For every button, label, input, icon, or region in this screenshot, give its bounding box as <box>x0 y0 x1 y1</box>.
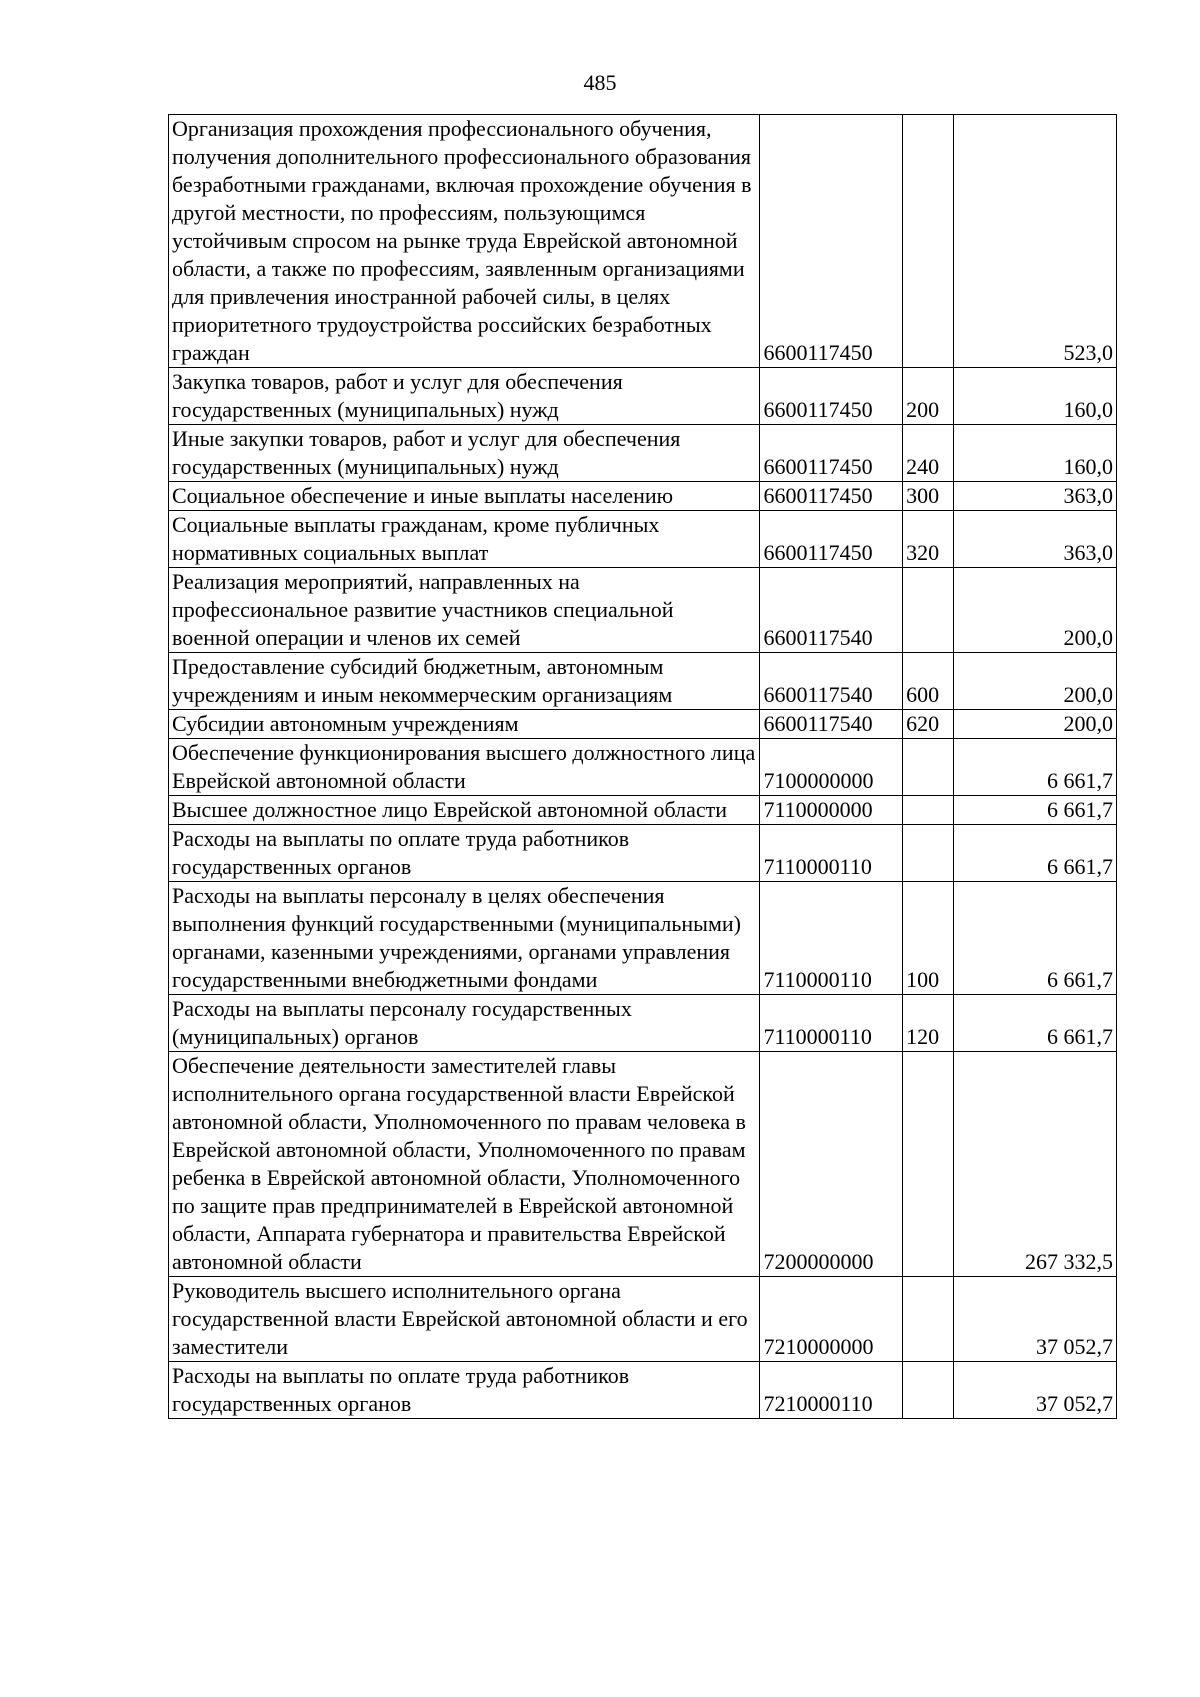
target-code-cell: 7210000000 <box>760 1277 903 1362</box>
expense-type-cell: 300 <box>903 482 954 511</box>
amount-cell: 6 661,7 <box>954 825 1117 882</box>
table-row <box>169 825 1117 882</box>
expense-name-cell: Организация прохождения профессионального обучения, получения дополнительного профессионального образования безработными гражданами, включая прохождение обучения в другой местности, по профессиям, пользующимся устойчивым спросом на рынке труда Еврейской автономной области, а также по профессиям, заявленным организациями для привлечения иностранной рабочей силы, в целях приоритетного трудоустройства российских безработных граждан <box>169 115 760 368</box>
table-row <box>169 796 1117 825</box>
target-code-cell: 7100000000 <box>760 739 903 796</box>
expense-name-cell: Реализация мероприятий, направленных на профессиональное развитие участников специальной военной операции и членов их семей <box>169 568 760 653</box>
table-row <box>169 482 1117 511</box>
target-code-cell: 6600117450 <box>760 425 903 482</box>
expense-name-cell: Обеспечение деятельности заместителей главы исполнительного органа государственной власти Еврейской автономной области, Уполномоченного по правам человека в Еврейской автономной области, Уполномоченного по правам ребенка в Еврейской автономной области, Уполномоченного по защите прав предпринимателей в Еврейской автономной области, Аппарата губернатора и правительства Еврейской автономной области <box>169 1052 760 1277</box>
target-code-cell: 7200000000 <box>760 1052 903 1277</box>
amount-cell: 200,0 <box>954 568 1117 653</box>
amount-cell: 160,0 <box>954 368 1117 425</box>
budget-table-body <box>169 115 1117 1419</box>
expense-name-cell: Социальные выплаты гражданам, кроме публичных нормативных социальных выплат <box>169 511 760 568</box>
amount-cell: 160,0 <box>954 425 1117 482</box>
expense-name-cell: Обеспечение функционирования высшего должностного лица Еврейской автономной области <box>169 739 760 796</box>
table-row <box>169 1052 1117 1277</box>
amount-cell: 200,0 <box>954 710 1117 739</box>
table-row <box>169 425 1117 482</box>
expense-name-cell: Высшее должностное лицо Еврейской автономной области <box>169 796 760 825</box>
target-code-cell: 7110000000 <box>760 796 903 825</box>
table-row <box>169 882 1117 995</box>
amount-cell: 37 052,7 <box>954 1277 1117 1362</box>
expense-name-cell: Социальное обеспечение и иные выплаты населению <box>169 482 760 511</box>
table-row <box>169 568 1117 653</box>
expense-type-cell <box>903 1362 954 1419</box>
budget-table <box>168 114 1117 1419</box>
target-code-cell: 7110000110 <box>760 825 903 882</box>
amount-cell: 523,0 <box>954 115 1117 368</box>
expense-name-cell: Предоставление субсидий бюджетным, автономным учреждениям и иным некоммерческим организациям <box>169 653 760 710</box>
expense-type-cell <box>903 739 954 796</box>
table-row <box>169 368 1117 425</box>
table-row <box>169 995 1117 1052</box>
expense-type-cell: 120 <box>903 995 954 1052</box>
expense-type-cell <box>903 1277 954 1362</box>
amount-cell: 267 332,5 <box>954 1052 1117 1277</box>
expense-type-cell <box>903 825 954 882</box>
expense-name-cell: Руководитель высшего исполнительного органа государственной власти Еврейской автономной области и его заместители <box>169 1277 760 1362</box>
amount-cell: 6 661,7 <box>954 995 1117 1052</box>
target-code-cell: 6600117450 <box>760 368 903 425</box>
target-code-cell: 6600117450 <box>760 482 903 511</box>
expense-name-cell: Расходы на выплаты по оплате труда работников государственных органов <box>169 825 760 882</box>
table-row <box>169 115 1117 368</box>
target-code-cell: 6600117540 <box>760 710 903 739</box>
target-code-cell: 6600117450 <box>760 115 903 368</box>
expense-name-cell: Расходы на выплаты персоналу в целях обеспечения выполнения функций государственными (муниципальными) органами, казенными учреждениями, органами управления государственными внебюджетными фондами <box>169 882 760 995</box>
target-code-cell: 6600117540 <box>760 653 903 710</box>
target-code-cell: 7210000110 <box>760 1362 903 1419</box>
target-code-cell: 7110000110 <box>760 882 903 995</box>
expense-name-cell: Расходы на выплаты по оплате труда работников государственных органов <box>169 1362 760 1419</box>
expense-name-cell: Закупка товаров, работ и услуг для обеспечения государственных (муниципальных) нужд <box>169 368 760 425</box>
page-number: 485 <box>583 70 617 95</box>
expense-type-cell: 600 <box>903 653 954 710</box>
amount-cell: 6 661,7 <box>954 882 1117 995</box>
target-code-cell: 6600117540 <box>760 568 903 653</box>
table-row <box>169 739 1117 796</box>
amount-cell: 200,0 <box>954 653 1117 710</box>
amount-cell: 37 052,7 <box>954 1362 1117 1419</box>
table-row <box>169 710 1117 739</box>
expense-type-cell: 100 <box>903 882 954 995</box>
expense-type-cell <box>903 115 954 368</box>
expense-type-cell: 620 <box>903 710 954 739</box>
expense-type-cell <box>903 568 954 653</box>
amount-cell: 363,0 <box>954 511 1117 568</box>
expense-type-cell <box>903 1052 954 1277</box>
target-code-cell: 6600117450 <box>760 511 903 568</box>
table-row <box>169 1362 1117 1419</box>
expense-type-cell: 240 <box>903 425 954 482</box>
table-row <box>169 653 1117 710</box>
expense-type-cell: 320 <box>903 511 954 568</box>
expense-name-cell: Расходы на выплаты персоналу государственных (муниципальных) органов <box>169 995 760 1052</box>
amount-cell: 363,0 <box>954 482 1117 511</box>
expense-name-cell: Субсидии автономным учреждениям <box>169 710 760 739</box>
amount-cell: 6 661,7 <box>954 739 1117 796</box>
amount-cell: 6 661,7 <box>954 796 1117 825</box>
expense-name-cell: Иные закупки товаров, работ и услуг для обеспечения государственных (муниципальных) нужд <box>169 425 760 482</box>
expense-type-cell <box>903 796 954 825</box>
table-row <box>169 1277 1117 1362</box>
target-code-cell: 7110000110 <box>760 995 903 1052</box>
table-row <box>169 511 1117 568</box>
expense-type-cell: 200 <box>903 368 954 425</box>
